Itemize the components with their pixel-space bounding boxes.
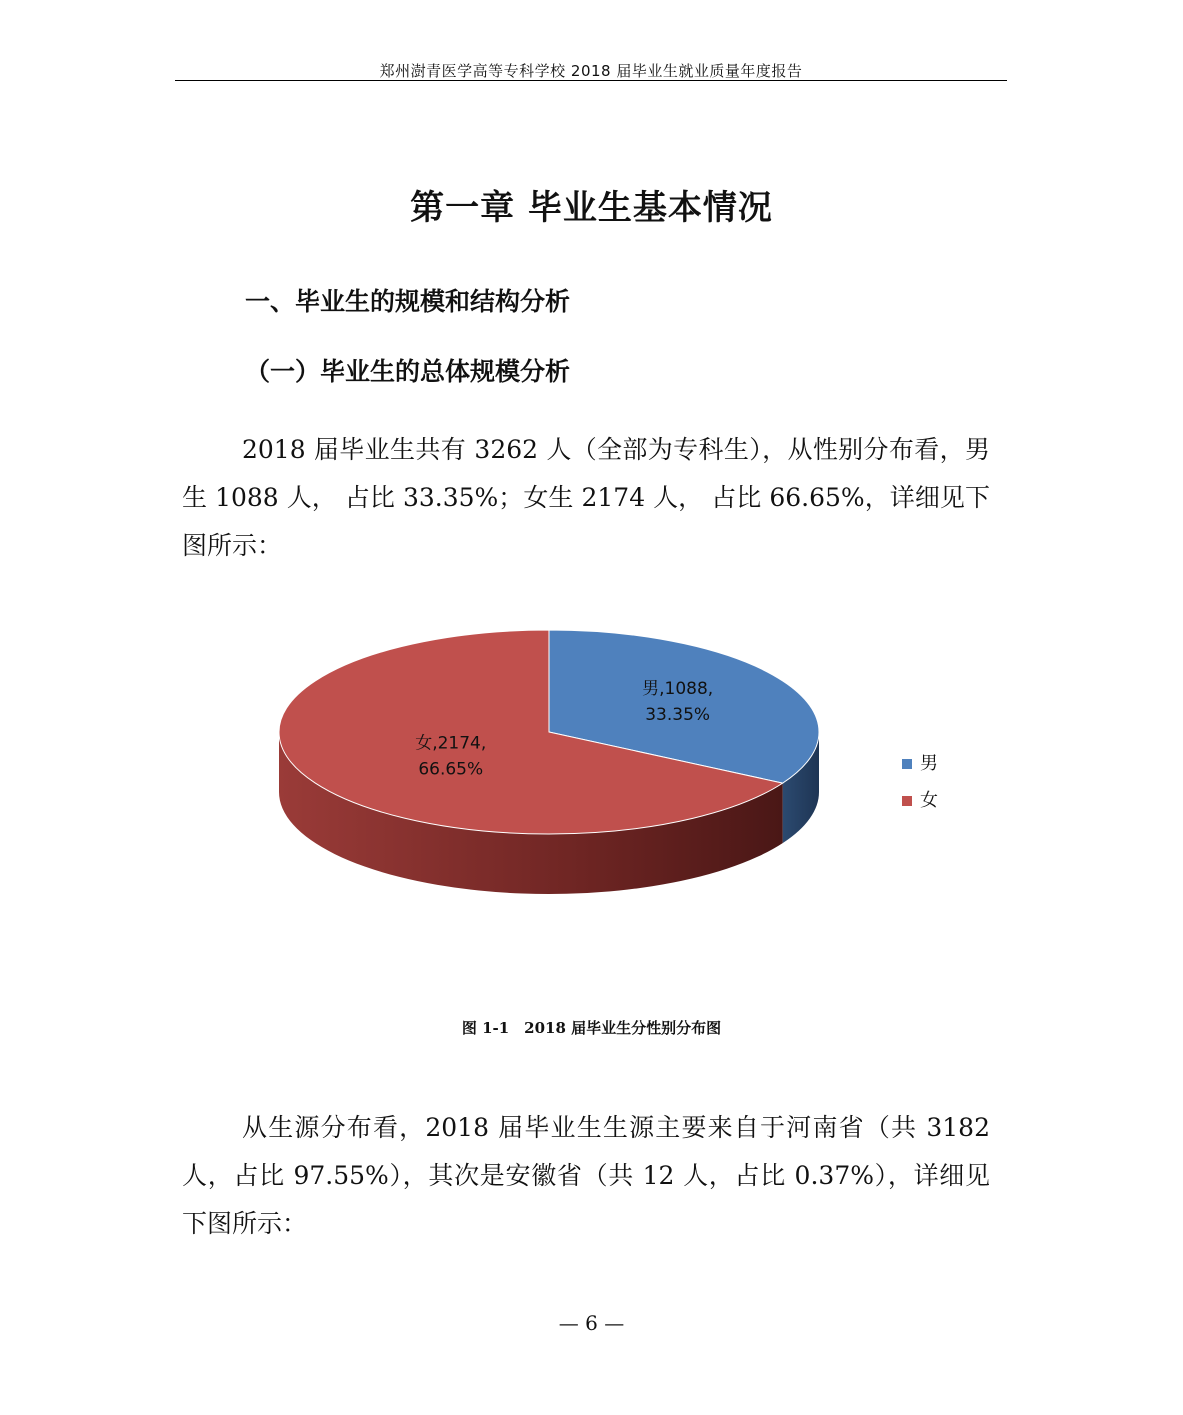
- figure-caption: 图 1-1 2018 届毕业生分性别分布图: [461, 1019, 722, 1037]
- section-title: 一、毕业生的规模和结构分析: [245, 287, 571, 316]
- legend-swatch-female: [902, 796, 912, 806]
- paragraph-origin: 从生源分布看，2018 届毕业生生源主要来自于河南省（共 3182 人，占比 97.55%），其次是安徽省（共 12 人，占比 0.37%），详细见下图所示：: [182, 1113, 990, 1238]
- chapter-title: 第一章 毕业生基本情况: [410, 188, 773, 228]
- pie-label-female-percent: 66.65%: [418, 759, 484, 780]
- pie-label-female-name: 女,2174,: [415, 733, 487, 754]
- page-number: — 6 —: [558, 1311, 625, 1335]
- pie-top-faces: [279, 630, 819, 834]
- legend-label-female: 女: [920, 790, 938, 811]
- header-title: 郑州澍青医学高等专科学校 2018 届毕业生就业质量年度报告: [379, 62, 803, 80]
- pie-label-male-percent: 33.35%: [645, 704, 711, 725]
- pie-legend: [902, 753, 938, 811]
- header-rule: [175, 80, 1007, 81]
- paragraph-gender: 2018 届毕业生共有 3262 人（全部为专科生），从性别分布看，男生 1088 人， 占比 33.35%；女生 2174 人， 占比 66.65%，详细见下图所示：: [182, 435, 990, 560]
- pie-label-male-name: 男,1088,: [642, 678, 714, 699]
- subsection-title: （一）毕业生的总体规模分析: [245, 357, 571, 386]
- gender-pie-chart: [250, 605, 970, 965]
- legend-swatch-male: [902, 759, 912, 769]
- pie-chart-svg: [250, 605, 970, 965]
- legend-label-male: 男: [920, 753, 938, 774]
